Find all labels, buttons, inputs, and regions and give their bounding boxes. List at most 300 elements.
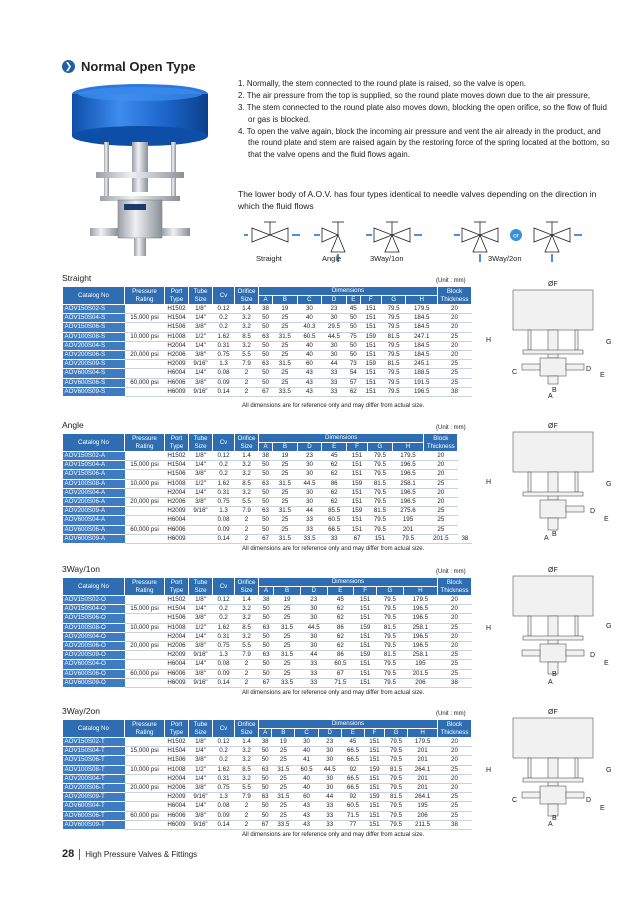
svg-text:ØF: ØF — [548, 709, 558, 716]
table-cell: 60.5 — [295, 765, 318, 774]
table-cell: 2 — [235, 534, 259, 543]
table-cell: 2 — [235, 369, 259, 378]
table-cell: 0.08 — [213, 516, 235, 525]
page-title: Normal Open Type — [81, 59, 196, 74]
table-cell: 50 — [259, 498, 273, 507]
table-cell: 31.5 — [274, 651, 301, 660]
table-cell: 20 — [424, 488, 458, 497]
svg-text:H: H — [486, 337, 492, 344]
table-cell: 151 — [354, 669, 377, 678]
table-cell: H1502 — [165, 452, 189, 461]
table-row — [63, 660, 472, 669]
table-cell: 20 — [438, 747, 472, 756]
catalog-no: AOV150S02-O — [63, 596, 125, 605]
table-cell: H2009 — [165, 651, 189, 660]
table-cell: 159 — [354, 623, 377, 632]
footer-divider — [79, 849, 80, 860]
table-row — [63, 305, 472, 314]
table-cell: 151 — [354, 678, 377, 687]
table-row — [63, 360, 472, 369]
header-dim-h: H — [406, 296, 438, 305]
table-cell: 38 — [259, 305, 273, 314]
table-cell: 196.5 — [403, 614, 437, 623]
table-cell: 20 — [438, 774, 472, 783]
table-cell: 195 — [403, 660, 437, 669]
table-cell: 62 — [327, 605, 354, 614]
table-cell: 151 — [368, 534, 393, 543]
table-cell — [125, 323, 165, 332]
table-cell: 20,000 psi — [125, 642, 165, 651]
table-row — [63, 525, 473, 534]
table-cell: 33.5 — [297, 534, 322, 543]
catalog-no: AOV600S09-S — [63, 387, 125, 396]
header-dim-b: B — [273, 296, 298, 305]
table-cell: H6004 — [165, 369, 189, 378]
header-dim-g: G — [381, 296, 406, 305]
table-cell: 8.5 — [235, 479, 259, 488]
table-cell: 9/16" — [189, 387, 213, 396]
table-cell: 1/2" — [189, 479, 213, 488]
table-cell: 62 — [322, 498, 347, 507]
table-cell: 1/8" — [189, 305, 213, 314]
table-cell: 79.5 — [384, 738, 407, 747]
table-cell: 20 — [438, 632, 472, 641]
table-cell: 159 — [365, 765, 385, 774]
table-cell: 62 — [322, 470, 347, 479]
table-cell: H6009 — [165, 820, 189, 829]
table-row — [63, 341, 472, 350]
svg-text:G: G — [606, 481, 612, 488]
table-cell: 50 — [259, 314, 273, 323]
table-cell: 25 — [272, 811, 295, 820]
table-row — [63, 369, 472, 378]
table-cell: 33 — [318, 820, 341, 829]
table-cell: 206 — [403, 678, 437, 687]
table-cell: 151 — [360, 351, 381, 360]
table-cell: 0.2 — [213, 470, 235, 479]
table-cell: 30 — [300, 614, 327, 623]
catalog-no: AOV150S02-S — [63, 305, 125, 314]
table-cell: 2 — [235, 525, 259, 534]
table-cell — [125, 756, 165, 765]
catalog-no: AOV600S06-O — [63, 669, 125, 678]
table-cell: 50 — [259, 323, 273, 332]
table-row — [63, 820, 472, 829]
catalog-no: AOV200S04-A — [63, 488, 125, 497]
table-cell: 25 — [438, 811, 472, 820]
table-cell: 63 — [259, 507, 273, 516]
table-cell: 62 — [346, 387, 360, 396]
svg-text:H: H — [486, 767, 492, 774]
header-cv: Cv — [213, 578, 235, 596]
header-catalog: Catalog No — [63, 578, 125, 596]
table-cell: 60,000 psi — [125, 378, 165, 387]
table-cell: 33.5 — [273, 387, 298, 396]
table-cell: 25 — [272, 784, 295, 793]
table-cell: 33.5 — [272, 820, 295, 829]
table-cell: 2 — [235, 820, 259, 829]
table-cell: 2 — [235, 378, 259, 387]
table-cell: 151 — [346, 452, 367, 461]
table-cell: 206 — [408, 811, 438, 820]
table-cell: 2 — [235, 387, 259, 396]
table-cell — [125, 341, 165, 350]
table-cell: 15,000 psi — [125, 605, 165, 614]
table-cell: 3.2 — [235, 747, 259, 756]
table-cell: 62 — [327, 642, 354, 651]
table-cell: 60.5 — [297, 332, 322, 341]
table-row — [63, 498, 473, 507]
header-block: Block Thickness — [424, 434, 458, 452]
table-cell: 79.5 — [377, 632, 404, 641]
table-cell: 38 — [438, 678, 472, 687]
table-row — [63, 669, 472, 678]
table-cell: 151 — [360, 323, 381, 332]
catalog-no: AOV150S04-S — [63, 314, 125, 323]
svg-text:D: D — [586, 797, 592, 804]
table-cell: 33 — [318, 802, 341, 811]
catalog-no: AOV150S02-T — [63, 738, 125, 747]
table-cell: 1.4 — [235, 305, 259, 314]
table-cell: 3.2 — [235, 323, 259, 332]
catalog-no: AOV200S09-S — [63, 360, 125, 369]
table-cell: 151 — [354, 614, 377, 623]
table-cell: H2004 — [165, 341, 189, 350]
table-cell: 7.9 — [235, 507, 259, 516]
table-cell: 1.4 — [235, 738, 259, 747]
table-cell: 151 — [354, 605, 377, 614]
section-heading — [62, 59, 196, 74]
note-item: 2. The air pressure from the top is supplied, so the round plate moves down due to the air pressure, — [238, 91, 591, 101]
table-row — [63, 452, 473, 461]
header-dim-b: B — [273, 443, 298, 452]
table-cell: H6004 — [165, 516, 189, 525]
table-cell: 30 — [300, 632, 327, 641]
table-cell — [125, 452, 165, 461]
table-cell: 33 — [300, 660, 327, 669]
table-row — [63, 802, 472, 811]
table-cell: 258.1 — [403, 651, 437, 660]
header-dim-g: G — [368, 443, 393, 452]
table-cell: 151 — [365, 802, 385, 811]
table-cell: 79.5 — [381, 369, 406, 378]
table-cell: 0.14 — [213, 678, 235, 687]
page-footer — [62, 848, 197, 860]
table-cell: 5.5 — [235, 642, 259, 651]
spec-table-3way-on — [62, 577, 472, 688]
table-cell: 25 — [438, 802, 472, 811]
catalog-no: AOV200S06-T — [63, 784, 125, 793]
table-cell: 63 — [259, 360, 273, 369]
table-cell: 79.5 — [368, 452, 393, 461]
header-dim-b: B — [274, 587, 301, 596]
table-cell — [125, 660, 165, 669]
header-cv: Cv — [213, 434, 235, 452]
table-cell: 0.09 — [213, 378, 235, 387]
table-cell: H2004 — [165, 488, 189, 497]
table-cell: 15,000 psi — [125, 747, 165, 756]
table-cell: 92 — [341, 793, 364, 802]
svg-text:B: B — [552, 531, 557, 538]
table-cell: 79.5 — [384, 802, 407, 811]
table-cell: 79.5 — [384, 747, 407, 756]
page-number: 28 — [62, 848, 75, 860]
table-cell: 50 — [346, 351, 360, 360]
table-cell: 0.31 — [213, 774, 235, 783]
table-cell — [189, 516, 213, 525]
table-cell: 275.6 — [392, 507, 424, 516]
table-row — [63, 756, 472, 765]
table-row — [63, 774, 472, 783]
header-tube: Tube Size — [189, 720, 213, 738]
table-row — [63, 378, 472, 387]
svg-text:D: D — [590, 652, 596, 659]
unit-label: (Unit : mm) — [436, 569, 466, 575]
table-cell: 20 — [438, 351, 472, 360]
spec-table-3way-2on — [62, 719, 472, 830]
table-cell: 50 — [259, 669, 274, 678]
table-cell: 62 — [322, 461, 347, 470]
table-cell: 23 — [322, 305, 347, 314]
table-cell: 7.9 — [235, 793, 259, 802]
table-cell: 23 — [297, 452, 322, 461]
table-cell: 43 — [295, 811, 318, 820]
table-cell: 1/8" — [189, 596, 213, 605]
svg-text:ØF: ØF — [548, 281, 558, 288]
table-cell: 0.31 — [213, 341, 235, 350]
table-row — [63, 614, 472, 623]
table-cell: 0.75 — [213, 784, 235, 793]
catalog-no: AOV150S06-T — [63, 756, 125, 765]
table-cell: 25 — [274, 660, 301, 669]
table-cell — [125, 802, 165, 811]
table-cell: 44 — [322, 360, 347, 369]
table-cell: 81.5 — [377, 651, 404, 660]
table-cell: 33 — [297, 516, 322, 525]
table-row — [63, 747, 472, 756]
table-cell: 31.5 — [272, 765, 295, 774]
table-cell: H2006 — [165, 642, 189, 651]
or-label: or — [513, 232, 519, 240]
table-cell: 1/4" — [189, 461, 213, 470]
table-cell: 79.5 — [392, 534, 424, 543]
table-cell: 31.5 — [273, 332, 298, 341]
table-cell: 3/8" — [189, 378, 213, 387]
header-dimensions: Dimensions — [259, 287, 438, 296]
unit-label: (Unit : mm) — [436, 278, 466, 284]
table-cell: 81.5 — [381, 332, 406, 341]
table-cell: 50 — [259, 470, 273, 479]
table-cell: 2 — [235, 669, 259, 678]
header-tube: Tube Size — [189, 287, 213, 305]
table-cell: 3/8" — [189, 614, 213, 623]
table-cell: 151 — [360, 387, 381, 396]
table-cell: 79.5 — [384, 811, 407, 820]
type-label-straight: Straight — [256, 254, 282, 263]
table-cell — [125, 488, 165, 497]
table-cell: 40 — [295, 747, 318, 756]
table-cell: 44.5 — [318, 765, 341, 774]
table-cell: 3.2 — [235, 756, 259, 765]
table-cell: 25 — [273, 516, 298, 525]
header-orifice: Orifice Size — [235, 720, 259, 738]
table-cell: 1/4" — [189, 774, 213, 783]
table-cell: 31.5 — [273, 534, 298, 543]
table-cell: 0.09 — [213, 525, 235, 534]
header-catalog: Catalog No — [63, 720, 125, 738]
svg-text:C: C — [512, 797, 518, 804]
table-cell: 25 — [273, 351, 298, 360]
dimension-drawing-3way-on — [478, 564, 613, 684]
table-cell: 0.09 — [213, 669, 235, 678]
table-cell: 0.2 — [213, 605, 235, 614]
table-cell: 3.2 — [235, 341, 259, 350]
svg-text:ØF: ØF — [548, 423, 558, 430]
catalog-no: AOV600S04-A — [63, 516, 125, 525]
table-cell: 1/4" — [189, 632, 213, 641]
catalog-no: AOV200S09-O — [63, 651, 125, 660]
table-cell: 50 — [259, 341, 273, 350]
table-cell: 73 — [346, 360, 360, 369]
table-cell: 0.2 — [213, 314, 235, 323]
table-cell: 0.14 — [213, 387, 235, 396]
table-row — [63, 632, 472, 641]
table-cell: 3/8" — [189, 756, 213, 765]
table-cell: 20 — [438, 642, 472, 651]
table-cell: H2004 — [165, 632, 189, 641]
table-cell: 33 — [300, 678, 327, 687]
table-cell: H1502 — [165, 738, 189, 747]
table-cell: 40.3 — [297, 323, 322, 332]
valve-type-symbols — [238, 218, 610, 270]
table-cell: 63 — [259, 651, 274, 660]
table-cell: 81.5 — [368, 479, 393, 488]
table-cell: 151 — [346, 525, 367, 534]
table-cell: 81.5 — [368, 507, 393, 516]
table-cell: 79.5 — [377, 669, 404, 678]
table-cell: 50 — [259, 614, 274, 623]
table-cell: 264.1 — [408, 765, 438, 774]
table-cell: 151 — [360, 369, 381, 378]
table-cell: 43 — [297, 378, 322, 387]
svg-text:D: D — [590, 508, 596, 515]
header-dim-e: E — [346, 296, 360, 305]
table-cell: 62 — [327, 614, 354, 623]
table-row — [63, 470, 473, 479]
table-cell: 25 — [274, 605, 301, 614]
table-cell: 30 — [318, 756, 341, 765]
table-cell: 60.5 — [322, 516, 347, 525]
table-cell: 25 — [272, 802, 295, 811]
table-cell: 5.5 — [235, 784, 259, 793]
table-cell: 1.4 — [235, 596, 259, 605]
table-cell: H2006 — [165, 784, 189, 793]
table-cell: H1502 — [165, 596, 189, 605]
table-cell: 71.5 — [327, 678, 354, 687]
table-cell: 151 — [365, 820, 385, 829]
header-dim-e: E — [327, 587, 354, 596]
header-block: Block Thickness — [438, 578, 472, 596]
table-cell: 30 — [318, 784, 341, 793]
table-cell: 159 — [346, 479, 367, 488]
table-cell: H6006 — [165, 378, 189, 387]
table-cell: 63 — [259, 479, 273, 488]
table-cell: H2009 — [165, 507, 189, 516]
table-cell: 201.5 — [424, 534, 458, 543]
header-dim-h: H — [403, 587, 437, 596]
table-cell — [125, 678, 165, 687]
header-dim-h: H — [408, 729, 438, 738]
table-cell: 23 — [318, 738, 341, 747]
table-cell: H2009 — [165, 793, 189, 802]
table-cell: 25 — [273, 378, 298, 387]
table-cell: 9/16" — [189, 507, 213, 516]
table-cell: 31.5 — [273, 360, 298, 369]
table-cell: 1.3 — [213, 651, 235, 660]
table-cell: 50 — [346, 314, 360, 323]
table-footnote: All dimensions are for reference only and may differ from actual size. — [242, 546, 425, 552]
table-cell: 79.5 — [377, 605, 404, 614]
table-cell: 196.5 — [406, 387, 438, 396]
table-cell — [125, 507, 165, 516]
section-title-3way-2on: 3Way/2on — [62, 706, 100, 716]
table-cell: 25 — [424, 507, 458, 516]
table-cell: 31.5 — [273, 507, 298, 516]
table-cell: 45 — [341, 738, 364, 747]
table-cell: 25 — [424, 479, 458, 488]
table-cell: 20,000 psi — [125, 498, 165, 507]
header-dim-d: D — [297, 443, 322, 452]
table-cell: 1.62 — [213, 765, 235, 774]
table-cell: H1506 — [165, 614, 189, 623]
table-cell: 151 — [354, 632, 377, 641]
table-cell: 3.2 — [235, 314, 259, 323]
catalog-no: AOV100S08-S — [63, 332, 125, 341]
table-cell: 188.5 — [406, 369, 438, 378]
operation-notes — [238, 78, 610, 161]
straight-symbol-icon — [244, 222, 300, 242]
table-cell: 38 — [438, 387, 472, 396]
table-cell: 31.5 — [274, 623, 301, 632]
table-cell: 196.5 — [392, 470, 424, 479]
table-cell: 3/8" — [189, 811, 213, 820]
table-cell: 79.5 — [377, 678, 404, 687]
table-cell: 67 — [327, 669, 354, 678]
table-cell: 3/8" — [189, 323, 213, 332]
table-cell: 19 — [272, 738, 295, 747]
table-cell: 184.5 — [406, 314, 438, 323]
table-cell: 201 — [392, 525, 424, 534]
table-cell: 3.2 — [235, 461, 259, 470]
table-row — [63, 351, 472, 360]
table-cell: 33.5 — [274, 678, 301, 687]
table-cell: 151 — [360, 341, 381, 350]
table-cell: H1506 — [165, 756, 189, 765]
table-cell: 25 — [424, 525, 458, 534]
table-cell: 9/16" — [189, 360, 213, 369]
table-cell: 86 — [322, 479, 347, 488]
catalog-no: AOV150S06-O — [63, 614, 125, 623]
table-cell: 62 — [322, 488, 347, 497]
catalog-no: AOV150S04-O — [63, 605, 125, 614]
table-cell: 38 — [259, 452, 273, 461]
table-cell: 81.5 — [384, 793, 407, 802]
header-pressure: Pressure Rating — [125, 720, 165, 738]
table-cell: 31.5 — [273, 479, 298, 488]
table-cell: 25 — [438, 793, 472, 802]
header-dim-g: G — [384, 729, 407, 738]
table-cell: 15,000 psi — [125, 314, 165, 323]
